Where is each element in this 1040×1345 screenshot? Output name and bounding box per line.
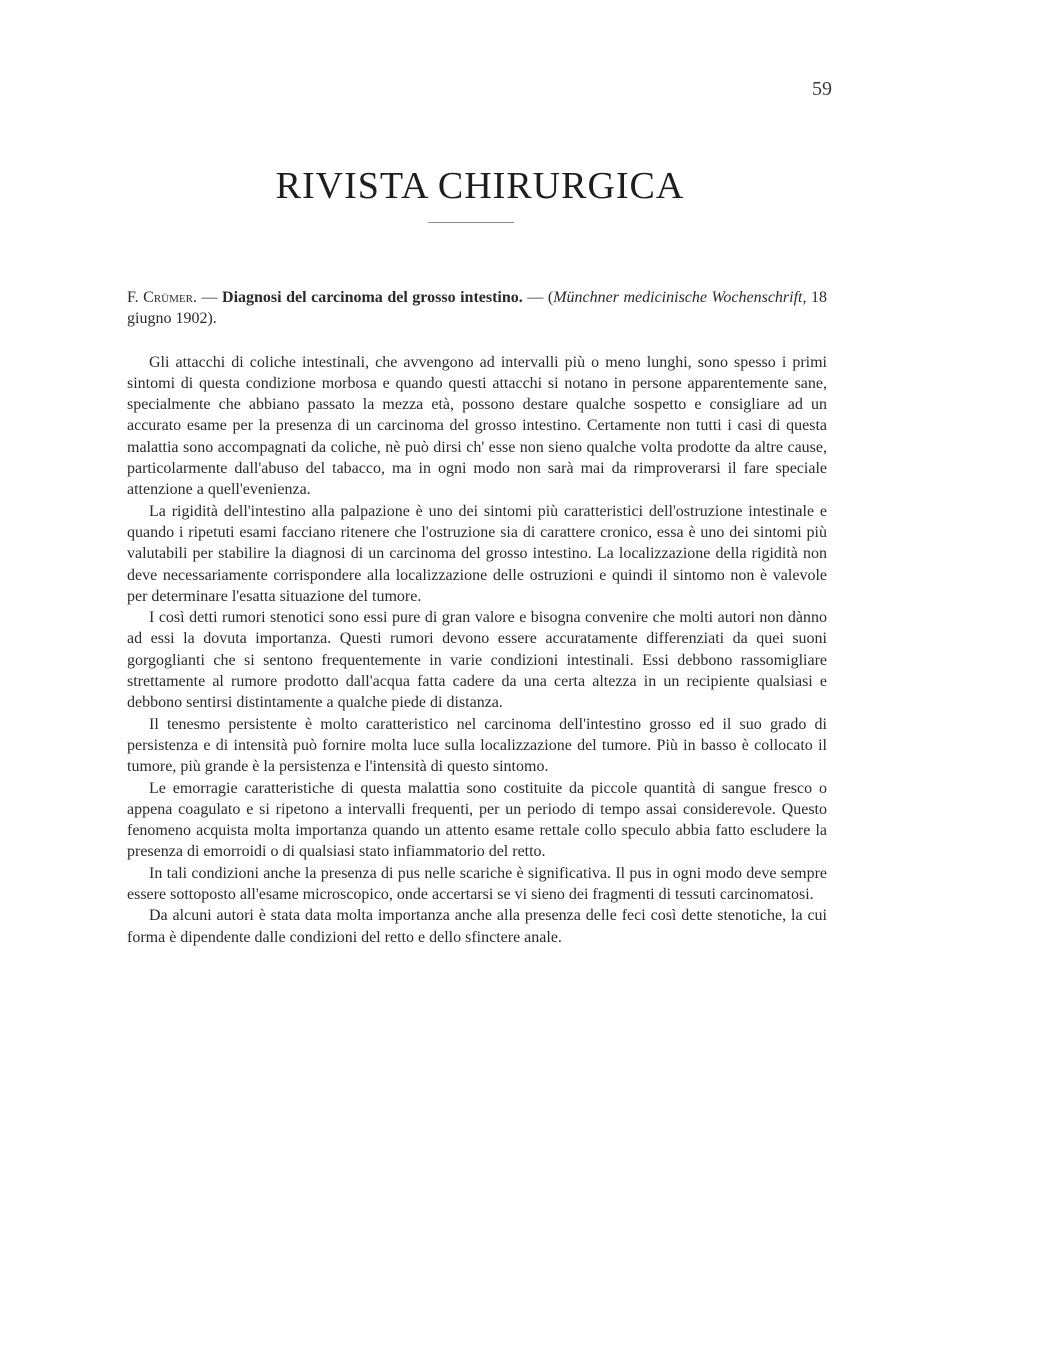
article-author: F. Crümer.: [127, 289, 197, 306]
publication-date: 18 giugno 1902).: [127, 289, 828, 328]
citation-dash: —: [196, 289, 223, 306]
page-number: 59: [812, 78, 832, 100]
article-body: [127, 287, 827, 948]
paragraph: In tali condizioni anche la presenza di pus nelle scariche è significativa. Il pus in ogni modo deve sempre essere sottoposto all'esame microscopico, onde accertarsi se vi sieno dei fragmenti di tessuti carcinomatosi.: [127, 864, 827, 904]
title-divider: [428, 222, 514, 223]
section-title: RIVISTA CHIRURGICA: [275, 165, 685, 207]
paragraph: Il tenesmo persistente è molto caratteristico nel carcinoma dell'intestino grosso ed il suo grado di persistenza e di intensità può fornire molta luce sulla localizzazione del tumore. Più in basso è collocato il tumore, più grande è la persistenza e l'intensità di questo sintomo.: [127, 715, 827, 776]
paragraph: Da alcuni autori è stata data molta importanza anche alla presenza delle feci così dette stenotiche, la cui forma è dipendente dalle condizioni del retto e dello sfinctere anale.: [127, 907, 827, 946]
paragraph: La rigidità dell'intestino alla palpazione è uno dei sintomi più caratteristici dell'ostruzione intestinale e quando i ripetuti esami facciano ritenere che l'ostruzione sia di carattere cronico, essa è uno dei sintomi più valutabili per stabilire la diagnosi di un carcinoma del grosso intestino. La localizzazione della rigidità non deve necessariamente corrispondere alla localizzazione delle ostruzioni e quindi il sintomo non è valevole per determinare l'esatta situazione del tumore.: [127, 502, 827, 605]
paragraph: I così detti rumori stenotici sono essi pure di gran valore e bisogna convenire che molti autori non dànno ad essi la dovuta importanza. Questi rumori devono essere accuratamente differenziati da quei suoni gorgoglianti che si sentono frequentemente in varie condizioni intestinali. Essi debbono rassomigliare strettamente al rumore prodotto dall'acqua fatta cadere da una certa altezza in un recipiente qualsiasi e debbono sentirsi distintamente a qualche piede di distanza.: [127, 609, 827, 712]
journal-name: Münchner medicinische Wochenschrift,: [553, 289, 807, 306]
article-citation: [127, 287, 827, 330]
article-title: Diagnosi del carcinoma del grosso intestino.: [222, 289, 523, 306]
citation-dash: — (: [522, 289, 554, 306]
paragraph: Gli attacchi di coliche intestinali, che avvengono ad intervalli più o meno lunghi, sono spesso i primi sintomi di questa condizione morbosa e quando questi attacchi si notano in persone apparentemente sane, specialmente che abbiano passato la mezza età, possono destare qualche sospetto e consigliare ad un accurato esame per la presenza di un carcinoma del grosso intestino. Certamente non tutti i casi di questa malattia sono accompagnati da coliche, nè può dirsi ch' esse non sieno qualche volta prodotte da altre cause, particolarmente dall'abuso del tabacco, ma in ogni modo non sarà mai da rimproverarsi il fare speciale attenzione a quell'evenienza.: [127, 353, 827, 499]
paragraph: Le emorragie caratteristiche di questa malattia sono costituite da piccole quantità di sangue fresco o appena coagulato e si ripetono a intervalli frequenti, per un periodo di tempo assai considerevole. Questo fenomeno acquista molta importanza quando un attento esame rettale collo speculo abbia fatto escludere la presenza di emorroidi o di qualsiasi stato infiammatorio del retto.: [127, 779, 827, 861]
